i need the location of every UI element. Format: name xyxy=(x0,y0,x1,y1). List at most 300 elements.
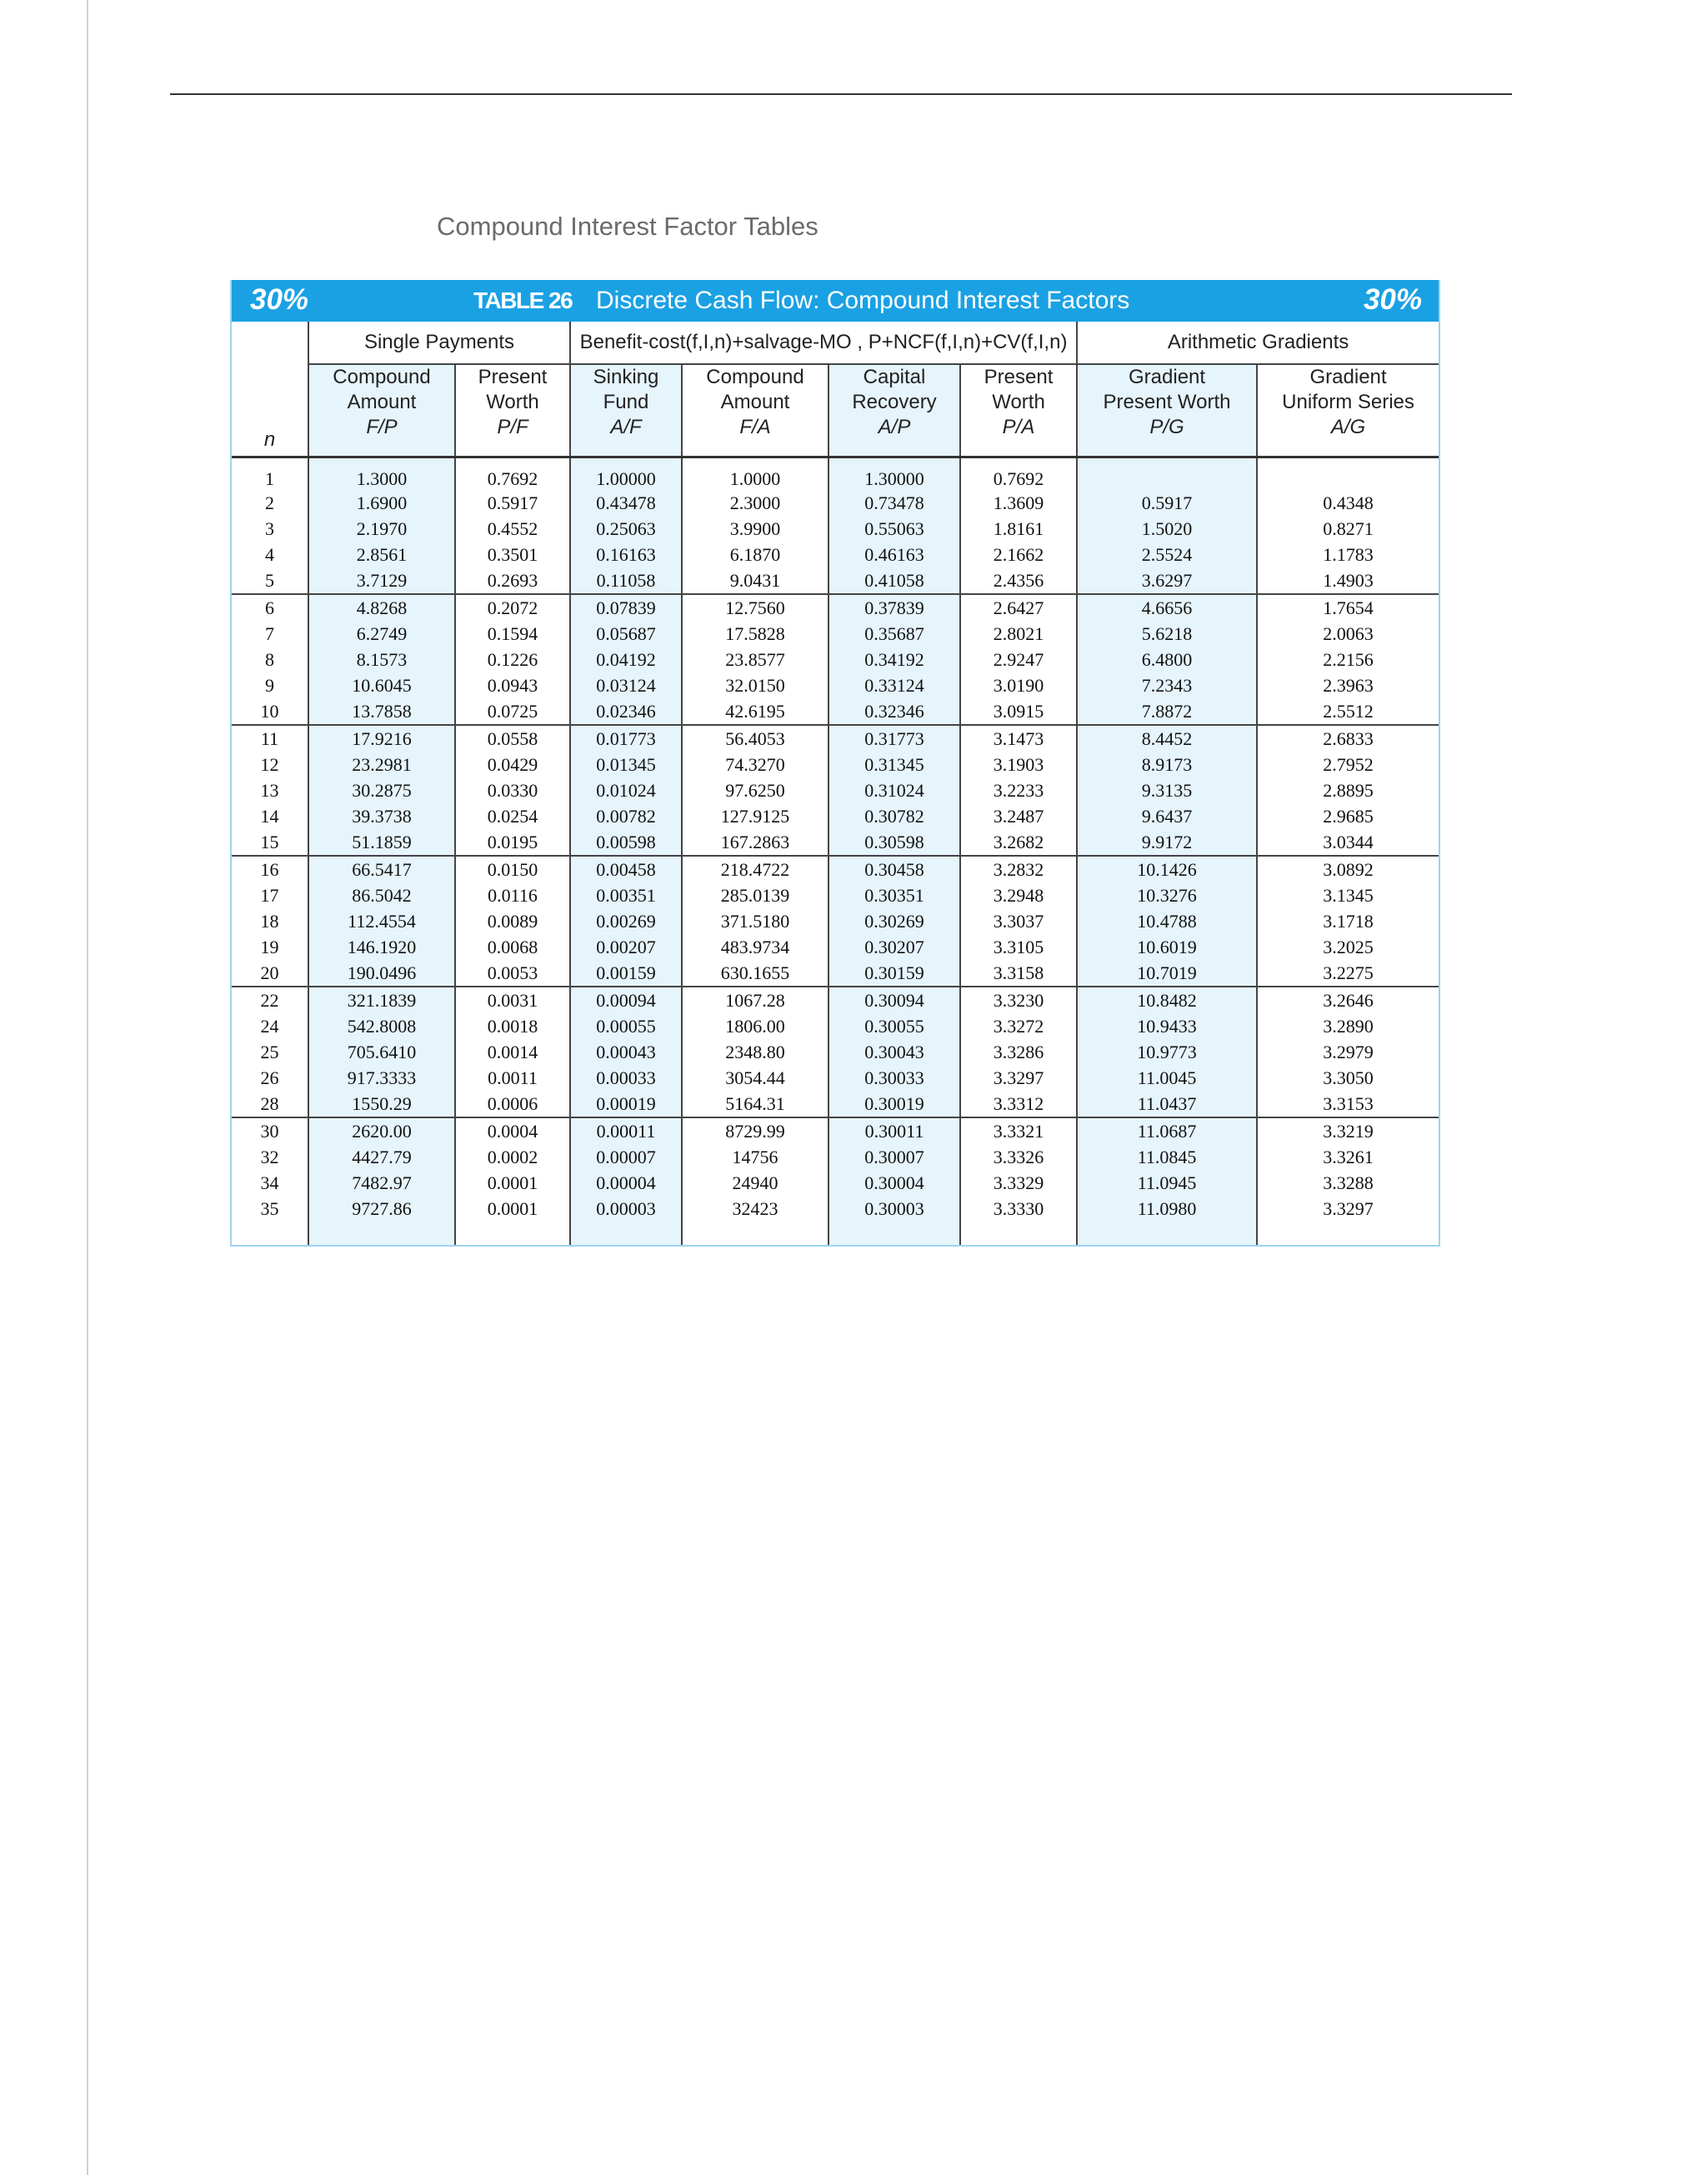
column-label: Recovery xyxy=(852,391,937,413)
table-row xyxy=(232,882,1439,908)
factor-cell: 0.05687 xyxy=(570,621,682,647)
table-row xyxy=(232,1091,1439,1117)
factor-cell: 10.9433 xyxy=(1077,1013,1257,1039)
period-cell: 1 xyxy=(232,457,308,491)
factor-cell: 17.9216 xyxy=(308,725,455,752)
factor-cell: 0.00598 xyxy=(570,829,682,856)
factor-cell: 0.73478 xyxy=(828,490,960,516)
table-row xyxy=(232,803,1439,829)
factor-cell: 0.30094 xyxy=(828,987,960,1013)
factor-cell: 321.1839 xyxy=(308,987,455,1013)
column-symbol: A/P xyxy=(878,416,911,438)
factor-cell: 190.0496 xyxy=(308,960,455,987)
factor-cell: 2.6833 xyxy=(1323,727,1374,749)
factor-cell: 2.3000 xyxy=(682,490,828,516)
factor-cell: 4.8268 xyxy=(308,594,455,621)
period-cell: 5 xyxy=(232,567,308,594)
factor-cell: 10.7019 xyxy=(1077,960,1257,987)
factor-cell: 2.7952 xyxy=(1323,753,1374,775)
factor-cell: 3.3050 xyxy=(1323,1067,1374,1088)
factor-cell: 0.00043 xyxy=(570,1039,682,1065)
factor-cell: 2.3963 xyxy=(1323,674,1374,696)
factor-cell: 0.01024 xyxy=(570,777,682,803)
period-cell: 20 xyxy=(232,960,308,987)
column-label: Worth xyxy=(486,391,539,413)
page-title: Compound Interest Factor Tables xyxy=(437,212,818,241)
table-row xyxy=(232,777,1439,803)
period-cell: 35 xyxy=(232,1196,308,1222)
period-cell: 13 xyxy=(232,777,308,803)
factor-cell: 0.0053 xyxy=(455,960,570,987)
factor-cell: 2.9685 xyxy=(1323,805,1374,827)
factor-cell: 0.00003 xyxy=(570,1196,682,1222)
factor-cell: 7.2343 xyxy=(1077,672,1257,698)
factor-cell: 3054.44 xyxy=(682,1065,828,1091)
factor-cell: 0.03124 xyxy=(570,672,682,698)
factor-cell: 1.30000 xyxy=(828,457,960,491)
factor-cell: 218.4722 xyxy=(682,856,828,882)
factor-cell: 0.00033 xyxy=(570,1065,682,1091)
factor-cell: 30.2875 xyxy=(308,777,455,803)
empty-cell xyxy=(682,1222,828,1245)
factor-cell: 7482.97 xyxy=(308,1170,455,1196)
column-label: Present xyxy=(478,366,548,388)
factor-cell: 0.37839 xyxy=(828,594,960,621)
factor-cell: 0.0725 xyxy=(455,698,570,725)
factor-cell: 9.3135 xyxy=(1077,777,1257,803)
factor-cell: 0.02346 xyxy=(570,698,682,725)
factor-cell: 5.6218 xyxy=(1077,621,1257,647)
factor-cell: 6.4800 xyxy=(1077,647,1257,672)
period-cell: 10 xyxy=(232,698,308,725)
column-header-row xyxy=(232,364,1439,457)
table-number: TABLE 26 xyxy=(473,287,573,313)
factor-cell: 0.30351 xyxy=(828,882,960,908)
factor-cell: 0.30043 xyxy=(828,1039,960,1065)
group-arithmetic-gradients: Arithmetic Gradients xyxy=(1077,322,1439,364)
factor-cell: 12.7560 xyxy=(682,594,828,621)
table-row xyxy=(232,594,1439,621)
factor-cell: 146.1920 xyxy=(308,934,455,960)
top-rule xyxy=(170,93,1512,95)
period-cell: 22 xyxy=(232,987,308,1013)
factor-cell: 0.41058 xyxy=(828,567,960,594)
factor-cell: 3.2682 xyxy=(960,829,1077,856)
factor-cell: 8.1573 xyxy=(308,647,455,672)
column-label: Uniform Series xyxy=(1282,391,1414,413)
factor-cell: 3.3297 xyxy=(960,1065,1077,1091)
factor-cell: 74.3270 xyxy=(682,752,828,777)
factor-cell: 0.0089 xyxy=(455,908,570,934)
factor-cell: 0.00782 xyxy=(570,803,682,829)
factor-cell: 3.0190 xyxy=(960,672,1077,698)
table-row xyxy=(232,1117,1439,1144)
table-banner xyxy=(232,280,1439,322)
factor-cell: 13.7858 xyxy=(308,698,455,725)
period-cell: 30 xyxy=(232,1117,308,1144)
factor-cell: 0.30007 xyxy=(828,1144,960,1170)
factor-cell: 3.0344 xyxy=(1257,829,1439,856)
factor-cell: 127.9125 xyxy=(682,803,828,829)
factor-cell: 9.6437 xyxy=(1077,803,1257,829)
factor-cell: 11.0945 xyxy=(1077,1170,1257,1196)
column-header xyxy=(682,364,828,457)
factor-cell: 0.8271 xyxy=(1323,517,1374,539)
factor-cell: 0.31773 xyxy=(828,725,960,752)
column-header xyxy=(455,364,570,457)
column-label: Present xyxy=(984,366,1054,388)
factor-cell: 0.0150 xyxy=(455,856,570,882)
factor-cell: 9727.86 xyxy=(308,1196,455,1222)
factor-cell: 2.0063 xyxy=(1323,622,1374,644)
period-cell: 24 xyxy=(232,1013,308,1039)
factor-cell: 0.0001 xyxy=(455,1170,570,1196)
factor-cell: 0.0018 xyxy=(455,1013,570,1039)
factor-cell: 2.5512 xyxy=(1257,698,1439,725)
factor-cell: 3.1345 xyxy=(1323,884,1374,906)
column-symbol: P/F xyxy=(497,416,528,438)
factor-cell: 7.8872 xyxy=(1077,698,1257,725)
factor-cell: 1.5020 xyxy=(1077,516,1257,542)
table-row xyxy=(232,987,1439,1013)
factor-cell: 0.0014 xyxy=(455,1039,570,1065)
column-header xyxy=(308,364,455,457)
table-row xyxy=(232,647,1439,672)
factor-cell: 1.4903 xyxy=(1257,567,1439,594)
table-row xyxy=(232,457,1439,491)
factor-cell: 1.3000 xyxy=(308,457,455,491)
factor-cell: 3.3326 xyxy=(960,1144,1077,1170)
factor-cell: 11.0045 xyxy=(1077,1065,1257,1091)
factor-cell: 0.1594 xyxy=(455,621,570,647)
factor-cell: 0.01773 xyxy=(570,725,682,752)
factor-cell: 0.3501 xyxy=(455,542,570,567)
factor-cell: 3.1903 xyxy=(960,752,1077,777)
factor-cell: 0.30159 xyxy=(828,960,960,987)
factor-cell: 0.00011 xyxy=(570,1117,682,1144)
factor-cell: 66.5417 xyxy=(308,856,455,882)
factor-cell: 10.9773 xyxy=(1077,1039,1257,1065)
factor-cell: 0.55063 xyxy=(828,516,960,542)
factor-cell: 2348.80 xyxy=(682,1039,828,1065)
factor-cell: 0.30207 xyxy=(828,934,960,960)
factor-cell: 0.0068 xyxy=(455,934,570,960)
factor-cell: 3.2487 xyxy=(960,803,1077,829)
period-cell: 16 xyxy=(232,856,308,882)
empty-cell xyxy=(570,1222,682,1245)
factor-cell: 0.0001 xyxy=(455,1196,570,1222)
factor-cell: 3.0915 xyxy=(960,698,1077,725)
factor-cell: 0.30458 xyxy=(828,856,960,882)
column-label: Amount xyxy=(720,391,790,413)
factor-cell: 11.0845 xyxy=(1077,1144,1257,1170)
table-row xyxy=(232,1039,1439,1065)
factor-cell: 2.1970 xyxy=(308,516,455,542)
factor-cell: 0.25063 xyxy=(570,516,682,542)
table-row xyxy=(232,725,1439,752)
factor-cell: 167.2863 xyxy=(682,829,828,856)
factor-cell: 3.2025 xyxy=(1323,936,1374,957)
factor-cell: 2.8021 xyxy=(960,621,1077,647)
factor-cell: 3.3261 xyxy=(1323,1146,1374,1167)
factor-cell: 3.3329 xyxy=(960,1170,1077,1196)
table-row xyxy=(232,1144,1439,1170)
factor-cell: 10.6019 xyxy=(1077,934,1257,960)
factor-cell: 0.30004 xyxy=(828,1170,960,1196)
column-symbol: F/P xyxy=(366,416,398,438)
table-row xyxy=(232,516,1439,542)
factor-cell: 8.4452 xyxy=(1077,725,1257,752)
factor-cell: 39.3738 xyxy=(308,803,455,829)
group-uniform-series: Benefit-cost(f,I,n)+salvage-MO , P+NCF(f,I,n)+CV(f,I,n) xyxy=(570,322,1077,364)
table-body xyxy=(232,457,1439,1246)
column-header xyxy=(828,364,960,457)
factor-cell: 1.8161 xyxy=(960,516,1077,542)
period-cell: 7 xyxy=(232,621,308,647)
factor-cell: 285.0139 xyxy=(682,882,828,908)
factor-cell: 1067.28 xyxy=(682,987,828,1013)
factor-cell: 0.00007 xyxy=(570,1144,682,1170)
factor-cell: 8729.99 xyxy=(682,1117,828,1144)
factor-cell: 3.6297 xyxy=(1077,567,1257,594)
factor-cell: 0.32346 xyxy=(828,698,960,725)
factor-cell: 0.0558 xyxy=(455,725,570,752)
factor-cell: 56.4053 xyxy=(682,725,828,752)
table-row xyxy=(232,542,1439,567)
group-single-payments: Single Payments xyxy=(308,322,570,364)
factor-cell: 6.2749 xyxy=(308,621,455,647)
column-label: Compound xyxy=(333,366,431,388)
factor-cell: 3.3297 xyxy=(1323,1197,1374,1219)
period-cell: 4 xyxy=(232,542,308,567)
period-cell: 12 xyxy=(232,752,308,777)
factor-cell: 0.30782 xyxy=(828,803,960,829)
factor-cell: 0.7692 xyxy=(455,457,570,491)
factor-cell: 0.01345 xyxy=(570,752,682,777)
empty-cell xyxy=(232,1222,308,1245)
period-cell: 26 xyxy=(232,1065,308,1091)
factor-cell: 2.1662 xyxy=(960,542,1077,567)
factor-cell: 0.04192 xyxy=(570,647,682,672)
factor-cell: 1.0000 xyxy=(682,457,828,491)
factor-cell: 0.43478 xyxy=(570,490,682,516)
factor-cell: 0.5917 xyxy=(1077,490,1257,516)
factor-cell: 0.30011 xyxy=(828,1117,960,1144)
factor-cell: 10.8482 xyxy=(1077,987,1257,1013)
factor-cell: 0.0195 xyxy=(455,829,570,856)
factor-cell: 5164.31 xyxy=(682,1091,828,1117)
factor-cell: 0.46163 xyxy=(828,542,960,567)
factor-cell: 24940 xyxy=(682,1170,828,1196)
factor-cell: 0.00458 xyxy=(570,856,682,882)
column-symbol: A/F xyxy=(610,416,642,438)
table-tail-row xyxy=(232,1222,1439,1245)
empty-cell xyxy=(1077,1222,1257,1245)
factor-cell: 32.0150 xyxy=(682,672,828,698)
column-header xyxy=(960,364,1077,457)
column-header xyxy=(570,364,682,457)
factor-grid xyxy=(232,322,1439,1245)
factor-cell: 3.3330 xyxy=(960,1196,1077,1222)
factor-cell xyxy=(1077,457,1257,491)
factor-cell: 1.7654 xyxy=(1323,597,1374,618)
factor-cell: 0.0429 xyxy=(455,752,570,777)
factor-cell: 10.3276 xyxy=(1077,882,1257,908)
table-row xyxy=(232,490,1439,516)
column-label: Capital xyxy=(863,366,926,388)
column-header-n xyxy=(232,364,308,457)
factor-cell: 3.3286 xyxy=(960,1039,1077,1065)
factor-cell: 3.0892 xyxy=(1323,858,1374,880)
table-row xyxy=(232,1013,1439,1039)
factor-cell: 3.7129 xyxy=(308,567,455,594)
factor-cell: 3.3288 xyxy=(1323,1172,1374,1193)
factor-cell: 3.1473 xyxy=(960,725,1077,752)
factor-cell: 0.2693 xyxy=(455,567,570,594)
factor-cell: 0.30055 xyxy=(828,1013,960,1039)
factor-cell: 3.3321 xyxy=(960,1117,1077,1144)
table-row xyxy=(232,856,1439,882)
factor-cell: 2.8895 xyxy=(1323,779,1374,801)
factor-cell: 2.6427 xyxy=(960,594,1077,621)
factor-cell: 10.4788 xyxy=(1077,908,1257,934)
table-row xyxy=(232,752,1439,777)
factor-cell: 97.6250 xyxy=(682,777,828,803)
factor-cell: 542.8008 xyxy=(308,1013,455,1039)
factor-cell: 14756 xyxy=(682,1144,828,1170)
rate-right: 30% xyxy=(1363,283,1422,316)
group-header-row xyxy=(232,322,1439,364)
factor-cell: 0.0031 xyxy=(455,987,570,1013)
factor-cell: 6.1870 xyxy=(682,542,828,567)
factor-cell: 0.1226 xyxy=(455,647,570,672)
factor-cell: 2620.00 xyxy=(308,1117,455,1144)
table-row xyxy=(232,1170,1439,1196)
factor-cell: 11.0687 xyxy=(1077,1117,1257,1144)
factor-cell: 0.0330 xyxy=(455,777,570,803)
period-cell: 28 xyxy=(232,1091,308,1117)
factor-cell: 3.3219 xyxy=(1323,1120,1374,1142)
factor-cell: 0.07839 xyxy=(570,594,682,621)
period-cell: 3 xyxy=(232,516,308,542)
factor-cell: 0.33124 xyxy=(828,672,960,698)
period-cell: 6 xyxy=(232,594,308,621)
period-cell: 18 xyxy=(232,908,308,934)
factor-cell: 1.6900 xyxy=(308,490,455,516)
factor-cell: 11.0980 xyxy=(1077,1196,1257,1222)
left-margin-strip xyxy=(0,0,88,2175)
factor-cell: 1.3609 xyxy=(960,490,1077,516)
factor-cell: 42.6195 xyxy=(682,698,828,725)
column-label: Present Worth xyxy=(1103,391,1231,413)
factor-cell: 3.9900 xyxy=(682,516,828,542)
table-row xyxy=(232,829,1439,856)
factor-cell: 0.00269 xyxy=(570,908,682,934)
factor-cell: 17.5828 xyxy=(682,621,828,647)
factor-cell: 3.2646 xyxy=(1323,989,1374,1011)
factor-cell: 3.3158 xyxy=(960,960,1077,987)
empty-cell xyxy=(960,1222,1077,1245)
factor-cell: 0.00004 xyxy=(570,1170,682,1196)
factor-cell: 2.8561 xyxy=(308,542,455,567)
empty-cell xyxy=(455,1222,570,1245)
factor-cell: 3.1718 xyxy=(1323,910,1374,932)
factor-cell: 3.3230 xyxy=(960,987,1077,1013)
factor-cell: 10.1426 xyxy=(1077,856,1257,882)
column-label: Gradient xyxy=(1129,366,1206,388)
period-cell: 11 xyxy=(232,725,308,752)
factor-cell: 0.30019 xyxy=(828,1091,960,1117)
column-header xyxy=(1257,364,1439,457)
factor-cell: 10.6045 xyxy=(308,672,455,698)
factor-cell: 0.0943 xyxy=(455,672,570,698)
factor-cell: 8.9173 xyxy=(1077,752,1257,777)
factor-cell: 1.1783 xyxy=(1323,543,1374,565)
period-cell: 9 xyxy=(232,672,308,698)
factor-cell: 0.30033 xyxy=(828,1065,960,1091)
factor-cell: 0.0002 xyxy=(455,1144,570,1170)
factor-cell: 112.4554 xyxy=(308,908,455,934)
factor-cell: 0.0254 xyxy=(455,803,570,829)
factor-cell: 0.5917 xyxy=(455,490,570,516)
factor-cell: 86.5042 xyxy=(308,882,455,908)
factor-cell: 2.2156 xyxy=(1323,648,1374,670)
factor-cell: 11.0437 xyxy=(1077,1091,1257,1117)
factor-cell: 3.2275 xyxy=(1257,960,1439,987)
factor-cell: 3.3312 xyxy=(960,1091,1077,1117)
factor-cell: 3.2832 xyxy=(960,856,1077,882)
period-cell: 8 xyxy=(232,647,308,672)
factor-cell: 3.3105 xyxy=(960,934,1077,960)
column-label: Sinking xyxy=(593,366,659,388)
factor-cell: 0.00207 xyxy=(570,934,682,960)
period-cell: 17 xyxy=(232,882,308,908)
factor-cell: 3.2233 xyxy=(960,777,1077,803)
column-label: Fund xyxy=(603,391,649,413)
factor-cell: 371.5180 xyxy=(682,908,828,934)
rate-left: 30% xyxy=(250,283,309,316)
factor-cell: 630.1655 xyxy=(682,960,828,987)
factor-cell: 0.00019 xyxy=(570,1091,682,1117)
factor-cell: 2.4356 xyxy=(960,567,1077,594)
factor-cell: 23.2981 xyxy=(308,752,455,777)
table-title: Discrete Cash Flow: Compound Interest Factors xyxy=(596,287,1130,314)
factor-cell xyxy=(1257,457,1439,491)
factor-cell: 0.30003 xyxy=(828,1196,960,1222)
period-cell: 34 xyxy=(232,1170,308,1196)
factor-cell: 0.00351 xyxy=(570,882,682,908)
factor-cell: 3.3272 xyxy=(960,1013,1077,1039)
column-label: Amount xyxy=(347,391,417,413)
factor-cell: 9.0431 xyxy=(682,567,828,594)
factor-cell: 0.4552 xyxy=(455,516,570,542)
column-symbol: P/G xyxy=(1149,416,1184,438)
factor-cell: 0.0006 xyxy=(455,1091,570,1117)
table-row xyxy=(232,621,1439,647)
factor-cell: 0.31345 xyxy=(828,752,960,777)
factor-cell: 0.30269 xyxy=(828,908,960,934)
factor-cell: 0.00055 xyxy=(570,1013,682,1039)
factor-table xyxy=(230,280,1440,1247)
table-row xyxy=(232,908,1439,934)
factor-cell: 0.11058 xyxy=(570,567,682,594)
table-row xyxy=(232,698,1439,725)
factor-cell: 9.9172 xyxy=(1077,829,1257,856)
column-symbol: A/G xyxy=(1330,416,1366,438)
factor-cell: 3.3037 xyxy=(960,908,1077,934)
period-cell: 2 xyxy=(232,490,308,516)
empty-cell xyxy=(828,1222,960,1245)
